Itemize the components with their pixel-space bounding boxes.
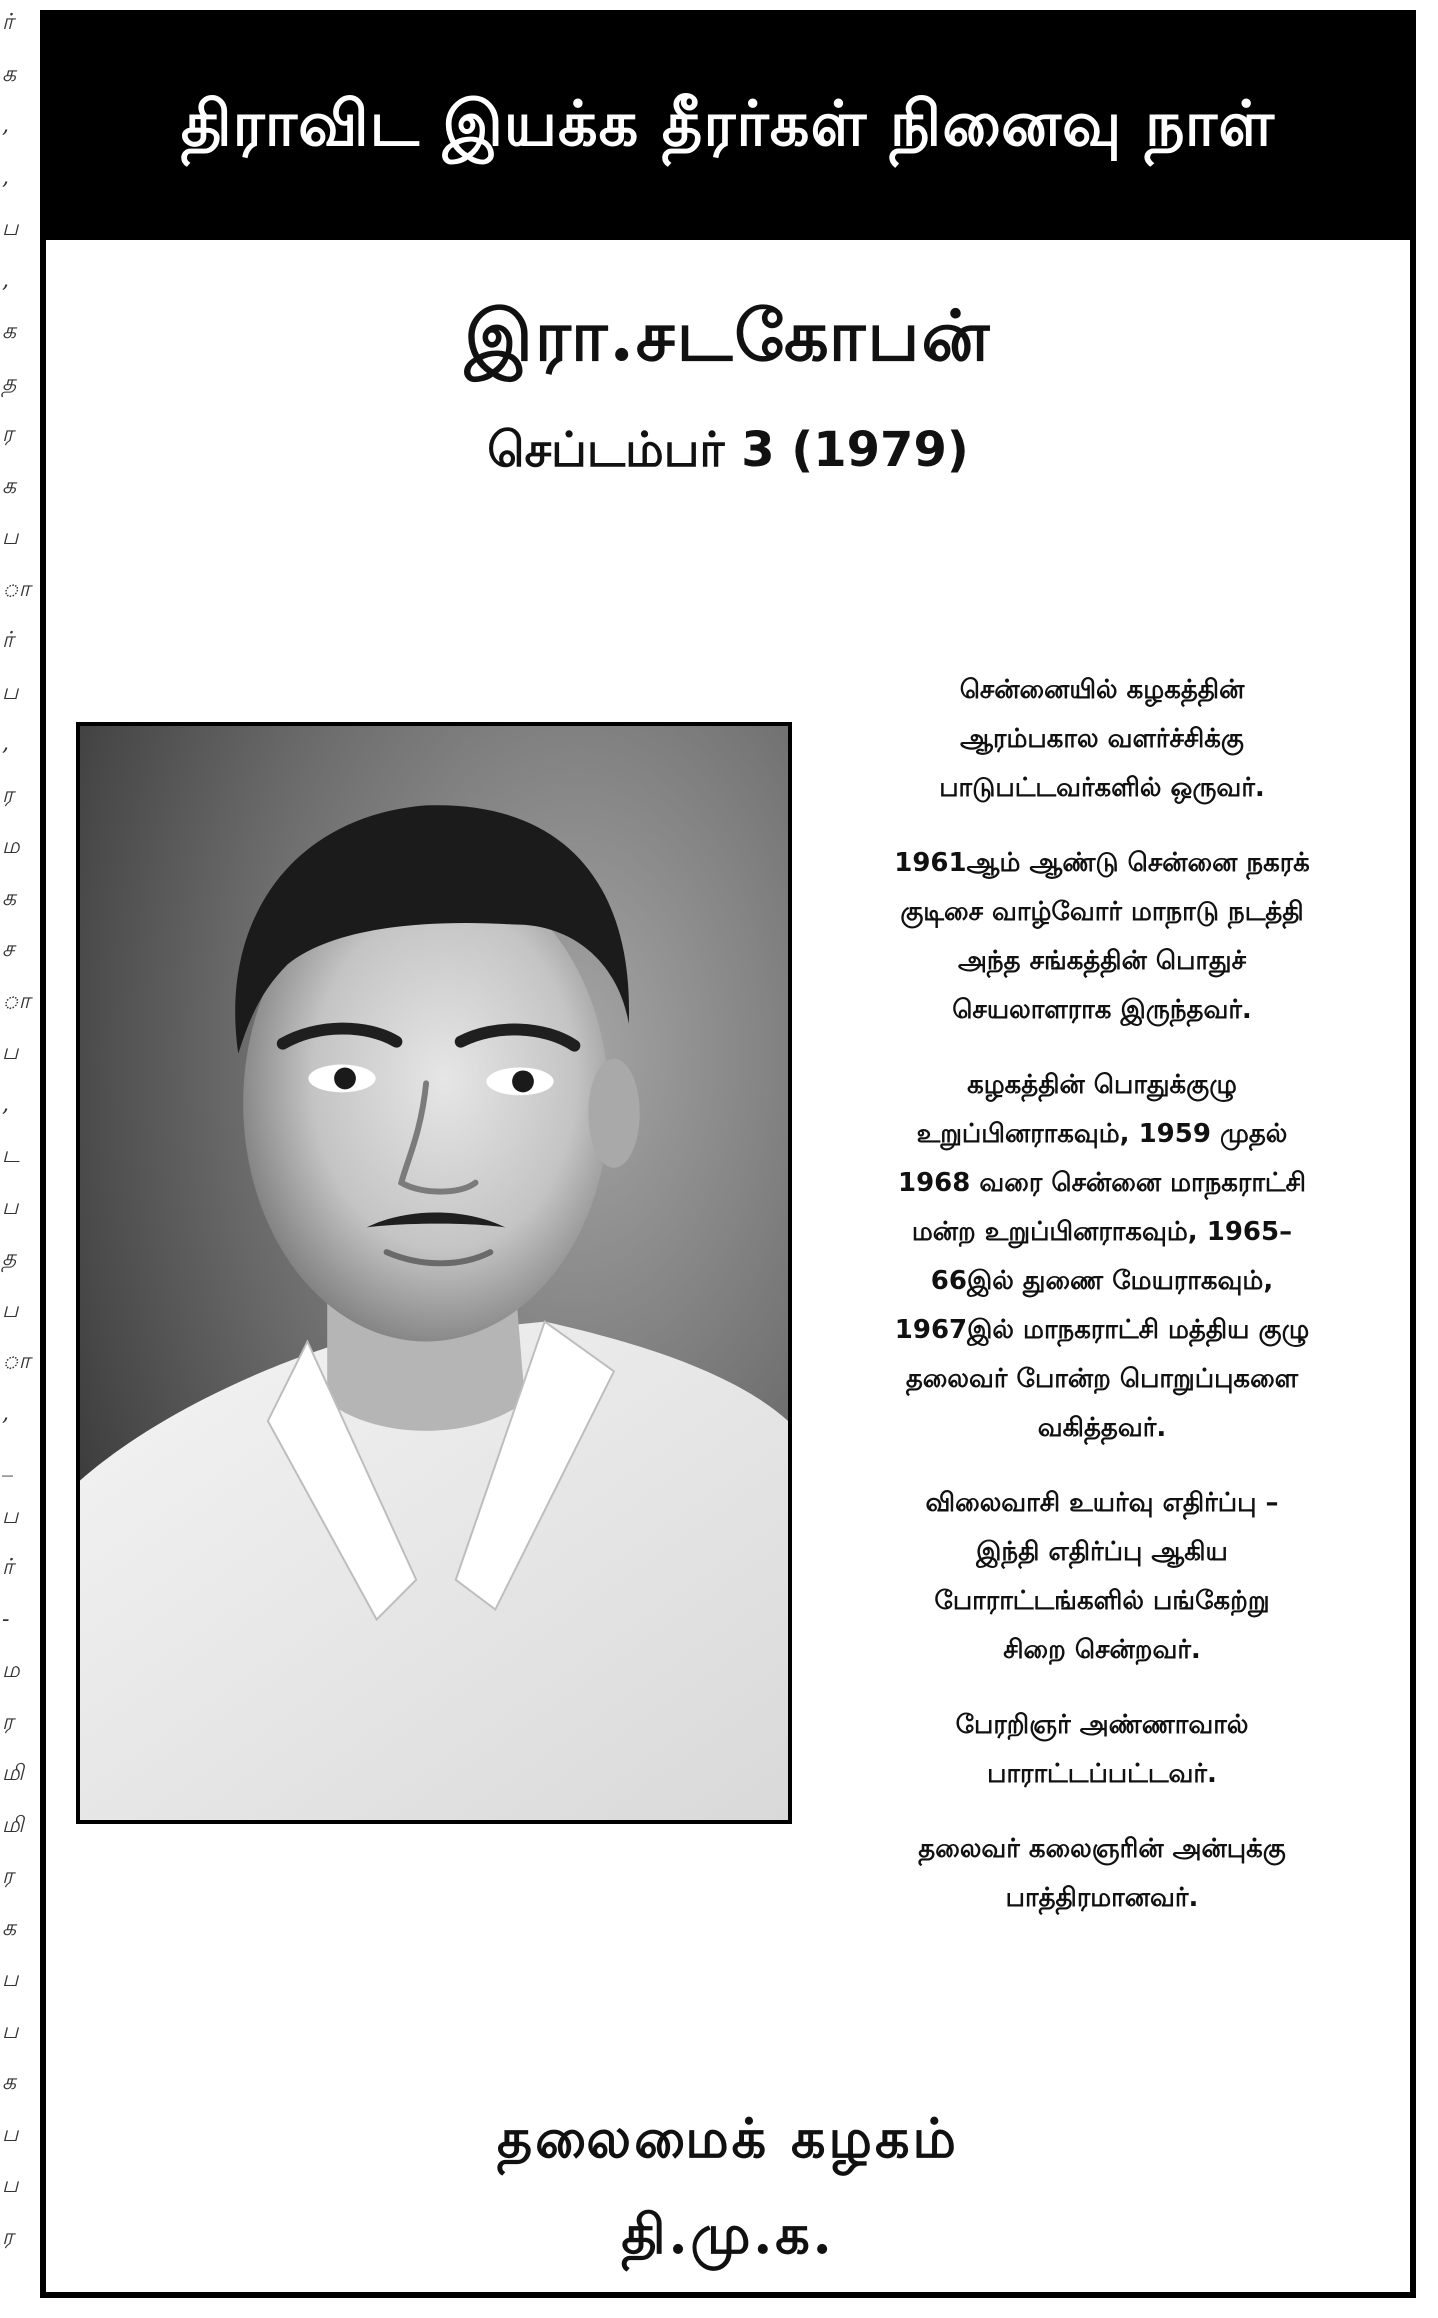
edge-fragment: ப [2, 1967, 19, 1992]
edge-fragment: ப [2, 2019, 19, 2044]
edge-fragment: ச [2, 937, 15, 962]
portrait-illustration [80, 726, 788, 1820]
edge-fragment: ர [2, 783, 14, 808]
edge-fragment: ப [2, 1298, 19, 1323]
banner-title: திராவிட இயக்க தீரர்கள் நினைவு நாள் [180, 87, 1276, 160]
edge-fragment: மி [2, 1761, 24, 1786]
edge-fragment: _ [2, 1452, 13, 1477]
bio-paragraph: சென்னையில் கழகத்தின் ஆரம்பகால வளர்ச்சிக்கு பாடுபட்டவர்களில் ஒருவர். [939, 675, 1265, 803]
edge-fragment: க [2, 474, 17, 499]
biography [802, 666, 1402, 1949]
bio-paragraph: பேரறிஞர் அண்ணாவால் பாராட்டப்பட்டவர். [955, 1710, 1249, 1789]
edge-fragment: த [2, 371, 17, 396]
edge-fragment: ப [2, 216, 19, 241]
edge-fragment: ம [2, 1658, 20, 1683]
edge-fragment: ப [2, 2122, 19, 2147]
edge-fragment: ம [2, 834, 20, 859]
edge-fragment: ர [2, 1710, 14, 1735]
edge-fragment: - [2, 1607, 10, 1632]
footer-organization: தலைமைக் கழகம் [497, 2106, 959, 2170]
edge-fragment: ர [2, 422, 14, 447]
bio-paragraph: தலைவர் கலைஞரின் அன்புக்கு பாத்திரமானவர். [918, 1834, 1286, 1913]
edge-fragment: ர [2, 1864, 14, 1889]
memorial-notice [40, 10, 1416, 2298]
edge-fragment: ப [2, 2173, 19, 2198]
edge-fragment: ா [2, 577, 31, 602]
bio-paragraph: 1961ஆம் ஆண்டு சென்னை நகரக் குடிசை வாழ்வோர் மாநாடு நடத்தி அந்த சங்கத்தின் பொதுச் செயலாளராக இருந்தவர். [894, 848, 1310, 1025]
edge-fragment: ா [2, 1349, 31, 1374]
edge-fragment: ட [2, 1143, 20, 1168]
memorial-date: செப்டம்பர் 3 (1979) [487, 422, 969, 478]
edge-fragment: ர [2, 2225, 14, 2250]
edge-fragment: க [2, 886, 17, 911]
edge-fragment: ப [2, 1040, 19, 1065]
footer-party: தி.மு.க. [621, 2202, 835, 2266]
edge-fragment: ா [2, 989, 31, 1014]
edge-fragment: , [2, 268, 9, 293]
edge-fragment: த [2, 1246, 17, 1271]
edge-fragment: , [2, 165, 9, 190]
edge-fragment: ப [2, 680, 19, 705]
edge-fragment: ப [2, 1195, 19, 1220]
cropped-adjacent-page-strip [0, 0, 31, 2318]
edge-fragment: க [2, 62, 17, 87]
edge-fragment: ப [2, 1504, 19, 1529]
edge-fragment: மி [2, 1813, 24, 1838]
edge-fragment: ர் [2, 10, 14, 35]
bio-paragraph: விலைவாசி உயர்வு எதிர்ப்பு – இந்தி எதிர்ப்பு ஆகிய போராட்டங்களில் பங்கேற்று சிறை சென்றவர். [925, 1488, 1279, 1665]
edge-fragment: , [2, 113, 9, 138]
edge-fragment: க [2, 319, 17, 344]
edge-fragment: , [2, 731, 9, 756]
header-banner [46, 16, 1410, 240]
edge-fragment: , [2, 1092, 9, 1117]
edge-fragment: க [2, 2070, 17, 2095]
portrait-photo [76, 722, 792, 1824]
bio-paragraph: கழகத்தின் பொதுக்குழு உறுப்பினராகவும், 1959 முதல் 1968 வரை சென்னை மாநகராட்சி மன்ற உறுப்பினராகவும், 1965– 66இல் துணை மேயராகவும், 1967இல் மாநகராட்சி மத்திய குழு தலைவர் போன்ற பொறுப்புகளை வகித்தவர். [894, 1070, 1310, 1443]
edge-fragment: ப [2, 525, 19, 550]
edge-fragment: க [2, 1916, 17, 1941]
edge-fragment: , [2, 1401, 9, 1426]
edge-fragment: ர் [2, 1555, 14, 1580]
edge-fragment: ர் [2, 628, 14, 653]
person-name: இரா.சடகோபன் [464, 294, 992, 377]
